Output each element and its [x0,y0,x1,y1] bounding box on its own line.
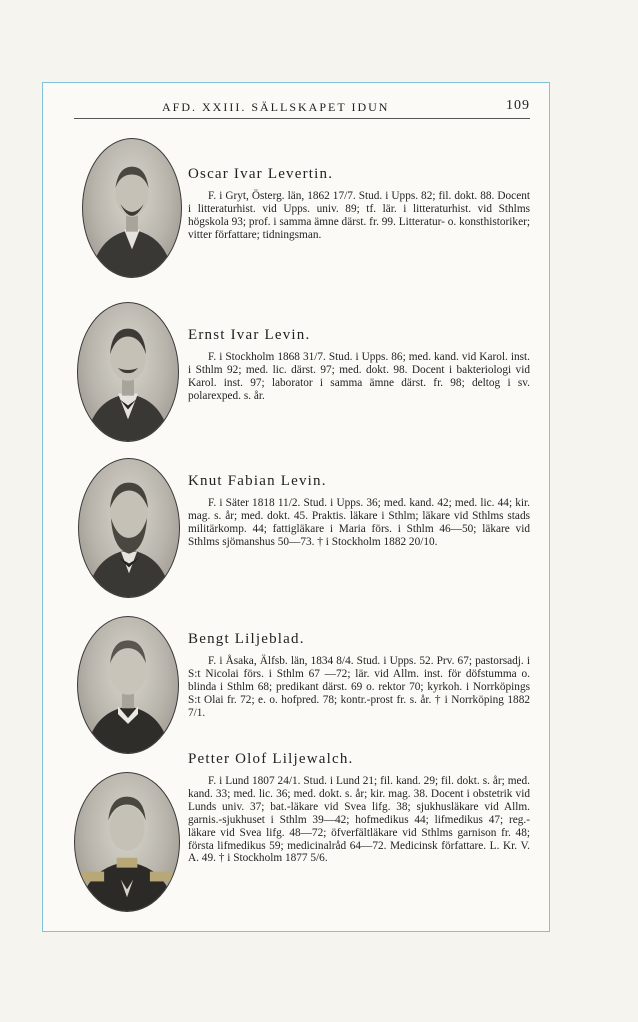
biography-entry [188,165,530,242]
running-head-title: AFD. XXIII. SÄLLSKAPET IDUN [162,100,390,114]
biography-text: F. i Stockholm 1868 31/7. Stud. i Upps. 86; med. kand. vid Karol. inst. i Sthlm 92; med. lic. därst. 97; med. dokt. 98. Docent i bakteriologi vid Karol. inst. 97; laborator i samma ämne därst. fr. 98; deltog i sv. polarexped. s. år. [188,351,530,402]
biography-entry [188,630,530,720]
portrait-photo [77,616,179,754]
person-name: Knut Fabian Levin. [188,473,327,489]
page-number: 109 [506,98,530,113]
biography-text: F. i Åsaka, Älfsb. län, 1834 8/4. Stud. i Upps. 52. Prv. 67; pastorsadj. i S:t Nicolai förs. i Sthlm 67 —72; lär. vid Allm. inst. för döfstumma o. blinda i Sthlm 68; predikant därst. 69 o. rektor 70; kyrkoh. i Norrköpings S:t Olai fr. 72; e. o. hofpred. 78; kontr.-prost fr. s. år. † i Norrköping 1882 7/1. [188,655,530,719]
person-name: Bengt Liljeblad. [188,631,305,647]
biography-entry [188,750,530,865]
portrait-photo [78,458,180,598]
biography-text: F. i Lund 1807 24/1. Stud. i Lund 21; fil. kand. 29; fil. dokt. s. år; med. kand. 33; med. lic. 36; med. dokt. s. år; kir. mag. 38. Docent i obstetrik vid Lunds univ. 37; bat.-läkare vid Svea lifg. 38; sjukhusläkare vid Allm. garnis.-sjukhuset i Sthlm 39—42; hofmedikus 44; lifmedikus 47; reg.-läkare vid Svea lifg. 48—72; öfverfältläkare vid Sthlms garnison fr. 48; första lifmedikus 59; medicinalråd 64—72. Medicinsk författare. L. Kr. V. A. 49. † i Stockholm 1877 5/6. [188,775,530,865]
biography-text: F. i Gryt, Österg. län, 1862 17/7. Stud. i Upps. 82; fil. dokt. 88. Docent i litteraturhist. vid Upps. univ. 89; tf. lär. i litteraturhist. vid Sthlms högskola 93; prof. i samma ämne därst. fr. 99. Litteratur- o. konsthistoriker; vitter författare; tidningsman. [188,190,530,241]
biography-text: F. i Säter 1818 11/2. Stud. i Upps. 36; med. kand. 42; med. lic. 44; kir. mag. s. år; med. dokt. 45. Praktis. läkare i Sthlm; läkare vid Sthlms stads militärkomp. 44; fattigläkare i Maria förs. i Sthlm 46—50; läkare vid Sthlms sjömanshus 50—73. † i Stockholm 1882 20/10. [188,497,530,548]
biography-entry [188,472,530,549]
person-name: Oscar Ivar Levertin. [188,166,334,182]
portrait-photo [74,772,180,912]
portrait-photo [82,138,182,278]
portrait-photo [77,302,179,442]
running-head [74,98,530,119]
person-name: Ernst Ivar Levin. [188,327,311,343]
biography-entry [188,326,530,403]
person-name: Petter Olof Liljewalch. [188,751,354,767]
